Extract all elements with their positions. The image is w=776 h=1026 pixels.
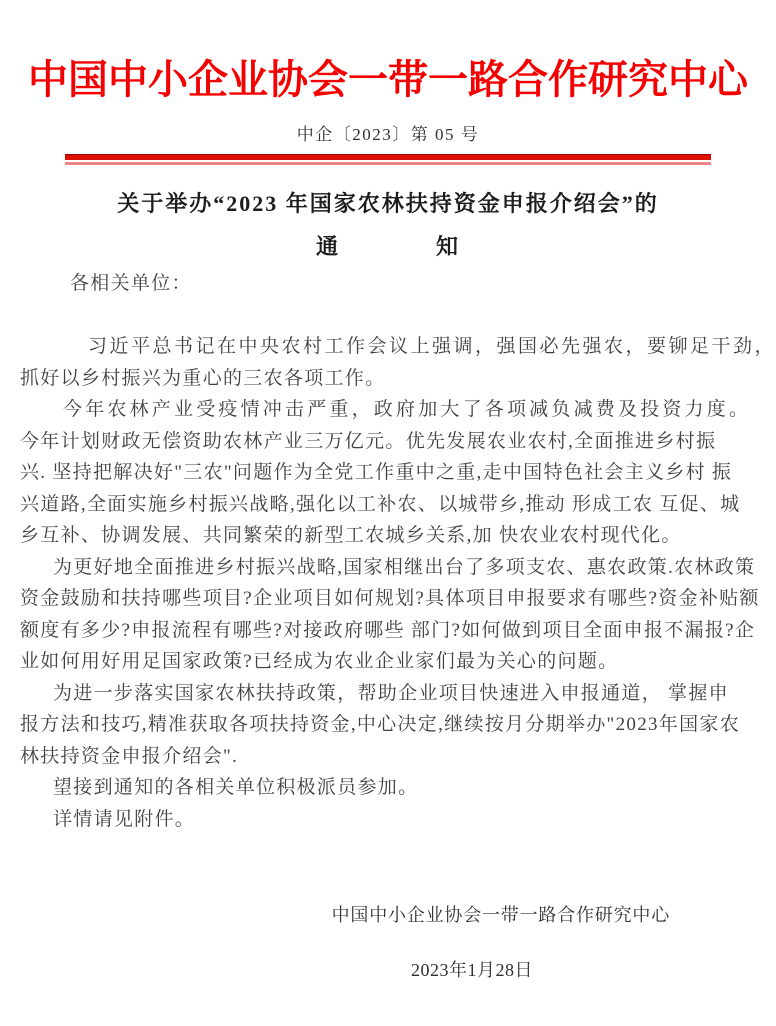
letterhead-org-title: 中国中小企业协会一带一路合作研究中心 (28, 57, 748, 102)
body-line: 兴. 坚持把解决好"三农"问题作为全党工作重中之重,走中国特色社会主义乡村 振 (20, 462, 733, 483)
body-line: 详情请见附件。 (53, 808, 196, 830)
salutation: 各相关单位： (70, 273, 192, 294)
notice-title-line2: 通 知 (315, 234, 460, 259)
body-line: 为进一步落实国家农林扶持政策，帮助企业项目快速进入申报通道， 掌握申 (53, 682, 729, 704)
body-line (20, 300, 756, 332)
body-line: 今年计划财政无偿资助农林产业三万亿元。优先发展农业农村,全面推进乡村振 (20, 430, 717, 452)
body-line: 额度有多少?申报流程有哪些?对接政府哪些 部门?如何做到项目全面申报不漏报?企 (20, 619, 756, 641)
divider-rule-bottom-bar (65, 162, 711, 165)
body-line: 报方法和技巧,精准获取各项扶持资金,中心决定,继续按月分期举办"2023年国家农 (20, 714, 741, 735)
notice-body (20, 268, 776, 835)
body-line: 乡互补、协调发展、共同繁荣的新型工农城乡关系,加 快农业农村现代化。 (20, 525, 682, 546)
signature-date: 2023年1月28日 (411, 960, 533, 980)
notice-title-line1: 关于举办“2023 年国家农林扶持资金申报介绍会”的 (117, 191, 659, 216)
body-lines-container (20, 300, 776, 836)
letterhead-divider-rule (65, 154, 711, 165)
document-number: 中企〔2023〕第 05 号 (296, 125, 480, 144)
body-line: 兴道路,全面实施乡村振兴战略,强化以工补农、以城带乡,推动 形成工农 互促、城 (20, 493, 741, 515)
body-line: 今年农林产业受疫情冲击严重，政府加大了各项减负减费及投资力度。 (63, 399, 752, 420)
body-line: 林扶持资金申报介绍会". (20, 745, 239, 767)
body-line: 为更好地全面推进乡村振兴战略,国家相继出台了多项支农、惠农政策.农林政策 (53, 556, 756, 578)
body-line: 抓好以乡村振兴为重心的三农各项工作。 (20, 367, 386, 389)
body-line: 习近平总书记在中央农村工作会议上强调，强国必先强农，要铆足干劲， (88, 336, 776, 357)
notice-title (0, 182, 776, 268)
body-line: 业如何用好用足国家政策?已经成为农业企业家们最为关心的问题。 (20, 651, 619, 672)
signature-org: 中国中小企业协会一带一路合作研究中心 (331, 905, 670, 925)
body-line: 望接到通知的各相关单位积极派员参加。 (53, 777, 419, 798)
body-line: 资金鼓励和扶持哪些项目?企业项目如何规划?具体项目申报要求有哪些?资金补贴额 (20, 588, 760, 609)
